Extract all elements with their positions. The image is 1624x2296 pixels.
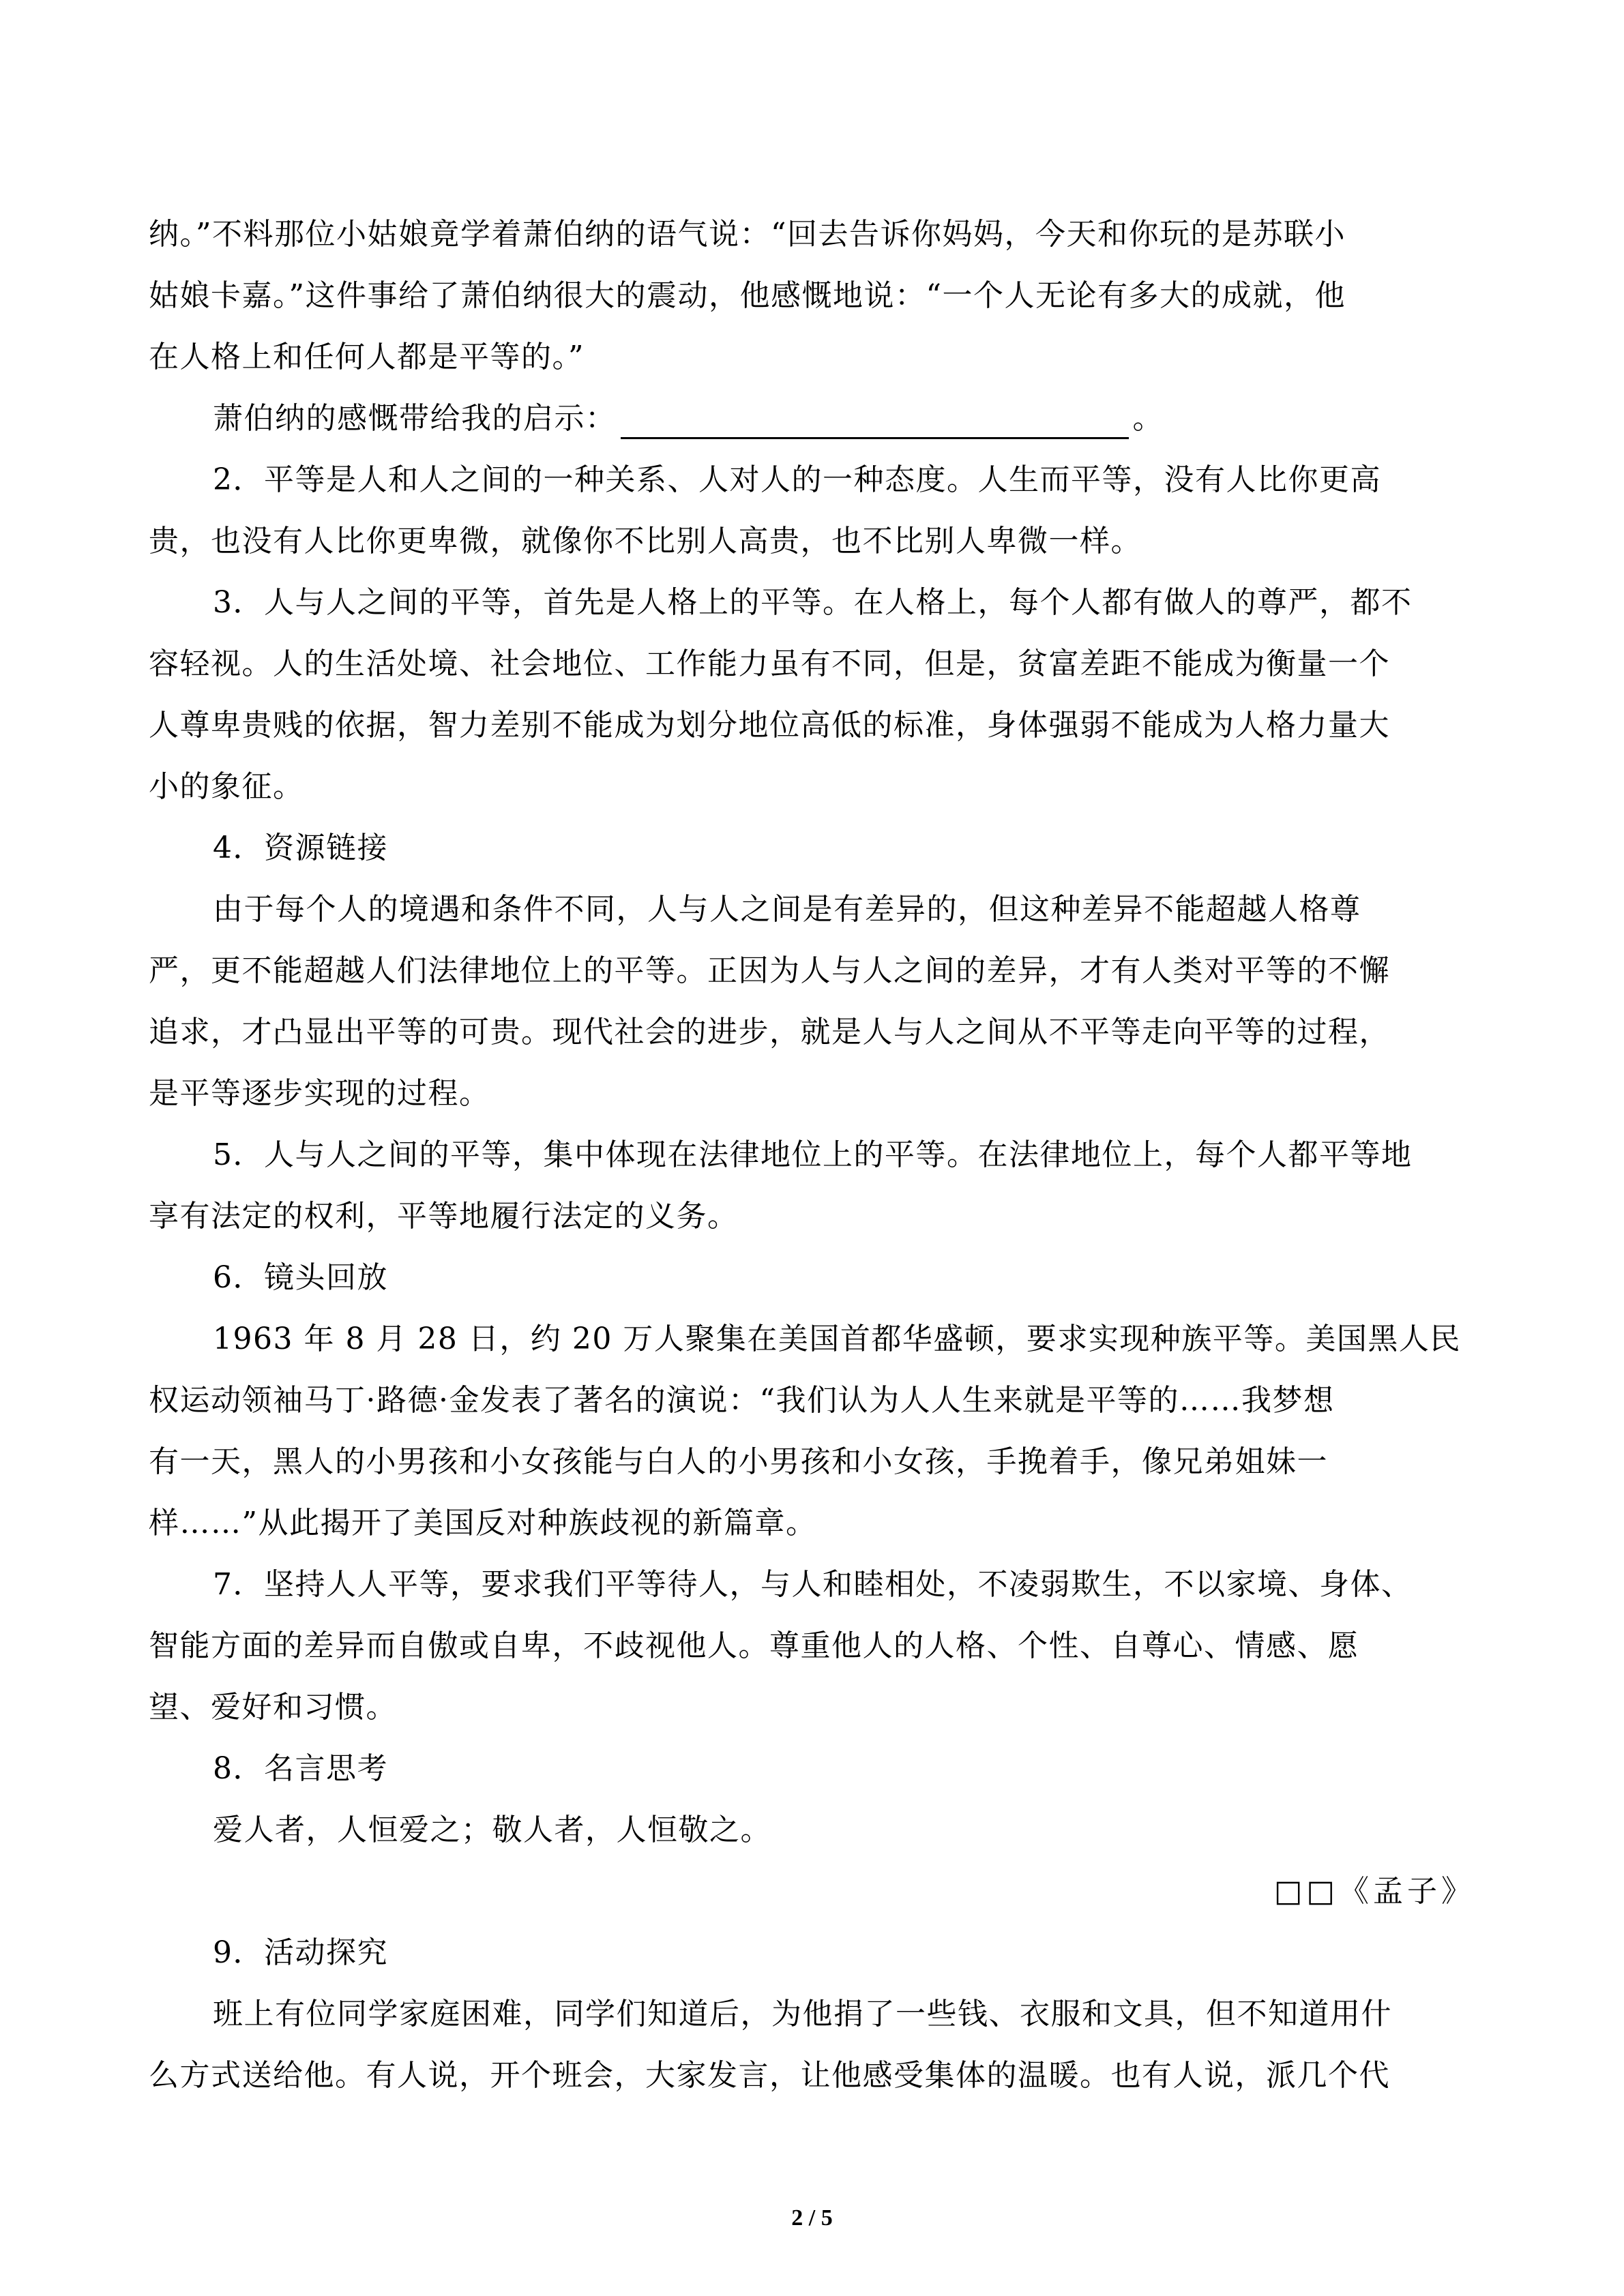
body-line: 是平等逐步实现的过程。	[149, 1076, 490, 1111]
paragraph-7-line: 7．坚持人人平等，要求我们平等待人，与人和睦相处，不凌弱欺生，不以家境、身体、	[213, 1567, 1413, 1602]
section-heading-replay: 6．镜头回放	[213, 1260, 388, 1295]
quote-attribution: □□《孟子》	[1273, 1874, 1475, 1909]
quote-text: 爱人者，人恒爱之；敬人者，人恒敬之。	[213, 1813, 771, 1847]
question-end: 。	[1132, 401, 1164, 436]
body-line: 享有法定的权利，平等地履行法定的义务。	[149, 1199, 739, 1234]
body-line: 纳。”不料那位小姑娘竟学着萧伯纳的语气说：“回去告诉你妈妈，今天和你玩的是苏联小	[149, 217, 1346, 252]
section-heading-activity: 9．活动探究	[213, 1935, 388, 1970]
body-line: 贵，也没有人比你更卑微，就像你不比别人高贵，也不比别人卑微一样。	[149, 524, 1142, 558]
body-line: 严，更不能超越人们法律地位上的平等。正因为人与人之间的差异，才有人类对平等的不懈	[149, 953, 1390, 988]
body-line: 在人格上和任何人都是平等的。”	[149, 340, 585, 374]
body-line: 有一天，黑人的小男孩和小女孩能与白人的小男孩和小女孩，手挽着手，像兄弟姐妹一	[149, 1444, 1328, 1479]
section-heading-resources: 4．资源链接	[213, 831, 388, 865]
paragraph-4-line: 由于每个人的境遇和条件不同，人与人之间是有差异的，但这种差异不能超越人格尊	[213, 892, 1361, 927]
page-number: 2 / 5	[791, 2205, 833, 2231]
paragraph-9-line: 班上有位同学家庭困难，同学们知道后，为他捐了一些钱、衣服和文具，但不知道用什	[213, 1997, 1392, 2031]
body-line: 望、爱好和习惯。	[149, 1690, 397, 1725]
body-line: 小的象征。	[149, 769, 304, 804]
paragraph-5-line: 5．人与人之间的平等，集中体现在法律地位上的平等。在法律地位上，每个人都平等地	[213, 1137, 1413, 1172]
body-line: 人尊卑贵贱的依据，智力差别不能成为划分地位高低的标准，身体强弱不能成为人格力量大	[149, 708, 1390, 743]
body-line: 么方式送给他。有人说，开个班会，大家发言，让他感受集体的温暖。也有人说，派几个代	[149, 2058, 1390, 2093]
body-line: 智能方面的差异而自傲或自卑，不歧视他人。尊重他人的人格、个性、自尊心、情感、愿	[149, 1628, 1359, 1663]
body-line: 追求，才凸显出平等的可贵。现代社会的进步，就是人与人之间从不平等走向平等的过程，	[149, 1015, 1390, 1049]
body-line: 样……”从此揭开了美国反对种族歧视的新篇章。	[149, 1506, 817, 1540]
body-line: 容轻视。人的生活处境、社会地位、工作能力虽有不同，但是，贫富差距不能成为衡量一个	[149, 646, 1390, 681]
paragraph-3-line: 3．人与人之间的平等，首先是人格上的平等。在人格上，每个人都有做人的尊严，都不	[213, 585, 1413, 620]
fill-in-question	[213, 398, 1164, 439]
answer-blank[interactable]	[621, 407, 1129, 439]
body-line: 姑娘卡嘉。”这件事给了萧伯纳很大的震动，他感慨地说：“一个人无论有多大的成就，他	[149, 278, 1346, 313]
body-line: 权运动领袖马丁·路德·金发表了著名的演说：“我们认为人人生来就是平等的……我梦想	[149, 1383, 1335, 1418]
question-prompt: 萧伯纳的感慨带给我的启示：	[213, 401, 617, 436]
paragraph-6-line: 1963 年 8 月 28 日，约 20 万人聚集在美国首都华盛顿，要求实现种族平等。美国黑人民	[213, 1322, 1461, 1356]
paragraph-2-line: 2．平等是人和人之间的一种关系、人对人的一种态度。人生而平等，没有人比你更高	[213, 462, 1381, 497]
section-heading-quote: 8．名言思考	[213, 1751, 388, 1786]
